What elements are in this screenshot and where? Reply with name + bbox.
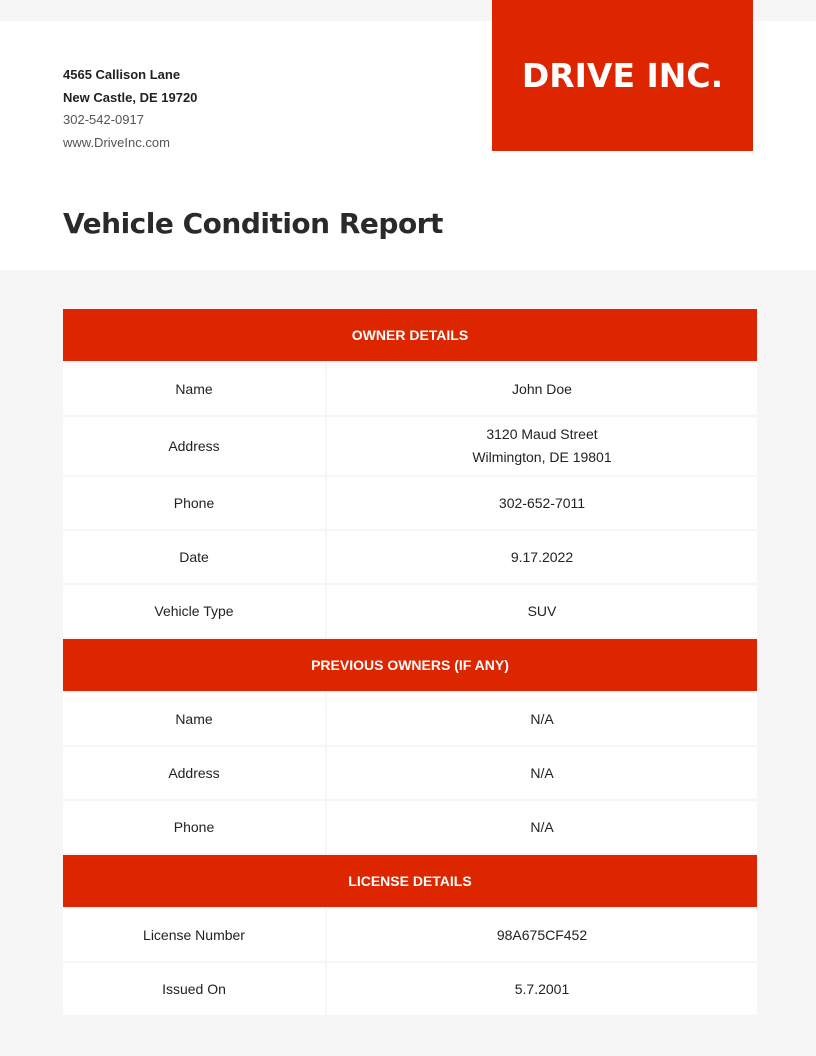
table-row: [63, 909, 757, 961]
row-label: Address: [63, 417, 325, 475]
company-address-block: [63, 64, 197, 154]
row-label: Vehicle Type: [63, 585, 325, 637]
company-website: www.DriveInc.com: [63, 134, 170, 150]
row-value: N/A: [327, 693, 757, 745]
report-table: [63, 309, 757, 1017]
table-row: [63, 585, 757, 637]
row-value: N/A: [327, 747, 757, 799]
row-value: John Doe: [327, 363, 757, 415]
section-header-owner-details: OWNER DETAILS: [63, 309, 757, 361]
table-row: [63, 531, 757, 583]
table-row: [63, 477, 757, 529]
table-row: [63, 417, 757, 475]
row-label: Phone: [63, 477, 325, 529]
row-label: Issued On: [63, 963, 325, 1015]
address-line2: Wilmington, DE 19801: [472, 449, 612, 465]
section-header-previous-owners: PREVIOUS OWNERS (IF ANY): [63, 639, 757, 691]
table-row: [63, 963, 757, 1015]
table-row: [63, 747, 757, 799]
row-label: Name: [63, 693, 325, 745]
brand-logo-box: [492, 0, 753, 151]
company-address-line2: New Castle, DE 19720: [63, 89, 198, 105]
section-header-license-details: LICENSE DETAILS: [63, 855, 757, 907]
row-value: N/A: [327, 801, 757, 853]
company-phone: 302-542-0917: [63, 112, 144, 127]
address-line1: 3120 Maud Street: [486, 426, 598, 442]
company-name: DRIVE INC.: [521, 56, 724, 95]
company-address-line1: 4565 Callison Lane: [63, 67, 181, 82]
row-label: Date: [63, 531, 325, 583]
row-label: Name: [63, 363, 325, 415]
row-label: License Number: [63, 909, 325, 961]
row-value: SUV: [327, 585, 757, 637]
row-label: Phone: [63, 801, 325, 853]
page-title: Vehicle Condition Report: [63, 207, 443, 240]
row-value: 5.7.2001: [327, 963, 757, 1015]
row-label: Address: [63, 747, 325, 799]
table-row: [63, 693, 757, 745]
row-value: [327, 417, 757, 475]
table-row: [63, 801, 757, 853]
row-value: 302-652-7011: [327, 477, 757, 529]
table-row: [63, 363, 757, 415]
row-value: 98A675CF452: [327, 909, 757, 961]
row-value: 9.17.2022: [327, 531, 757, 583]
